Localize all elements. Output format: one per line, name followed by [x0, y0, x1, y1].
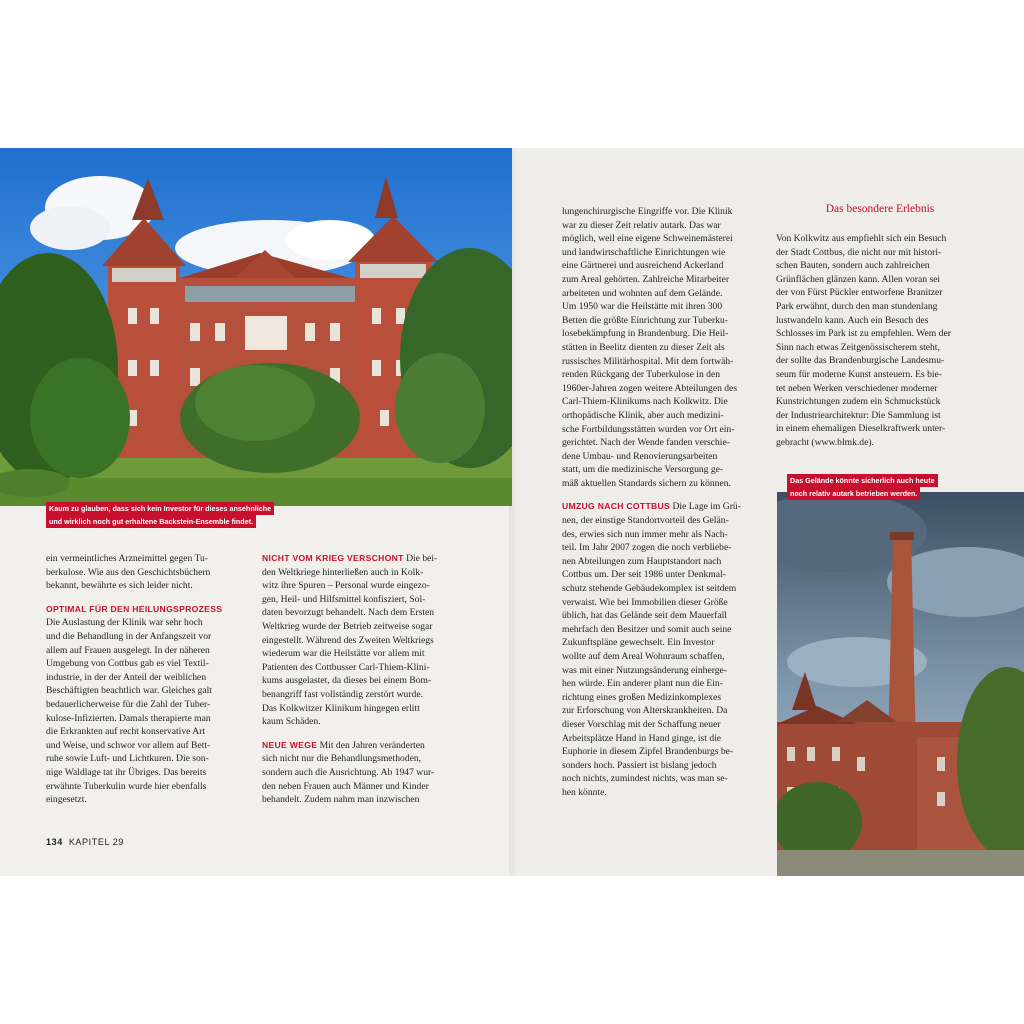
- text-line: Cottbus um. Der seit 1986 unter Denkmal-: [562, 569, 726, 581]
- text-line: russisches Militärhospital. Mit dem fortwäh-: [562, 355, 734, 367]
- text-line: und Weise, und schwor vor allem auf Bett-: [46, 739, 211, 751]
- text-line: tet neben Werken verschiedener moderner: [776, 382, 938, 394]
- text-line: des, erwies sich nun immer mehr als Nach-: [562, 528, 728, 540]
- text-line: Das Kolkwitzer Klinikum hingegen erlitt: [262, 702, 420, 714]
- text-line: Die Auslastung der Klinik war sehr hoch: [46, 617, 203, 629]
- text-line: der von Fürst Pückler entworfene Branitzer: [776, 287, 943, 299]
- section-heading: UMZUG NACH COTTBUS: [562, 501, 671, 512]
- text-line: Euphorie in diesem Zipfel Brandenburgs be-: [562, 746, 734, 758]
- section-heading: NEUE WEGE: [262, 739, 318, 750]
- text-line: gerichtet. Nach der Wende fanden verschie-: [562, 437, 730, 449]
- text-line: zum Areal gehörten. Zahlreiche Mitarbeiter: [562, 273, 730, 285]
- text-column-3: [562, 205, 741, 800]
- text-line: Weltkrieg wurde der Betrieb zeitweise sogar: [262, 620, 433, 632]
- text-line: bekannt, bewährte es sich leider nicht.: [46, 580, 193, 592]
- text-line: kums ausgelastet, da dieses bei einem Bom-: [262, 675, 432, 687]
- text-line: und die Behandlung in der Anfangszeit vor: [46, 630, 212, 642]
- text-line: schen Bauten, sondern auch zahlreichen: [776, 260, 930, 272]
- text-line: den Weltkriege hinterließen auch in Kolk-: [262, 566, 424, 578]
- text-line: benangriff fast vollständig zerstört wurde.: [262, 688, 424, 700]
- text-line: industrie, in der der Anteil der weiblichen: [46, 671, 207, 683]
- chimney-photo: [777, 492, 1024, 876]
- text-line: allem auf Frauen ausgelegt. In der näheren: [46, 644, 210, 656]
- text-line: sonders hoch. Passiert ist bislang jedoch: [562, 759, 717, 771]
- text-line: verwaist. Wie bei Immobilien dieser Größe: [562, 596, 728, 608]
- text-line: teil. Im Jahr 2007 zogen die noch verbliebe-: [562, 542, 732, 554]
- text-line: orthopädische Klinik, aber auch medizini-: [562, 409, 724, 421]
- text-line: mehrfach den Besitzer und somit auch seine: [562, 623, 732, 635]
- text-line: war zu dieser Zeit relativ autark. Das war: [562, 219, 721, 231]
- text-line: mäß aktuellen Standards sichern zu können.: [562, 477, 731, 489]
- text-line: wiederum war die Heilstätte vor allem mit: [262, 648, 425, 660]
- text-line: erwähnte Tuberkulin wurde hier ebenfalls: [46, 780, 207, 792]
- text-line: eingesetzt.: [46, 794, 87, 806]
- text-line: kaum Schäden.: [262, 716, 321, 728]
- text-line: hen könnte.: [562, 786, 607, 798]
- text-line: richtung eines großen Medizinkomplexes: [562, 691, 722, 703]
- text-line: lungenchirurgische Eingriffe vor. Die Klinik: [562, 206, 733, 217]
- text-line: in einem ehemaligen Dieselkraftwerk unter-: [776, 423, 946, 435]
- text-line: ruhe sowie Luft- und Lichtkuren. Die son-: [46, 753, 209, 765]
- text-line: und landwirtschaftliche Einrichtungen wie: [562, 246, 726, 258]
- text-line: sondern auch die Ausrichtung. Ab 1947 wur-: [262, 766, 435, 778]
- text-line: Umgebung von Cottbus gab es viel Textil-: [46, 658, 209, 670]
- text-column-1: [46, 552, 222, 807]
- text-line: nige Waldlage tat ihr Übriges. Das bereits: [46, 766, 207, 778]
- text-line: stätten in Beelitz dienten zu dieser Zeit als: [562, 341, 725, 353]
- text-line: möglich, weil eine eigene Schweinemästerei: [562, 233, 733, 245]
- text-line: nen Abteilungen zum Hauptstandort nach: [562, 555, 722, 567]
- text-line: Schlosses im Park ist zu empfehlen. Wem der: [776, 328, 951, 340]
- page-footer: [46, 837, 124, 847]
- text-line: Von Kolkwitz aus empfiehlt sich ein Besuch: [776, 233, 947, 244]
- text-line: wollte auf dem Areal Wohnraum schaffen,: [562, 651, 725, 662]
- text-line: sich nicht nur die Behandlungsmethoden,: [262, 753, 422, 765]
- text-line: arbeiteten und wohnten auf dem Gelände.: [562, 287, 723, 299]
- caption-line: und wirklich noch gut erhaltene Backstein-Ensemble findet.: [46, 515, 256, 528]
- text-line: Um 1950 war die Heilstätte mit ihren 300: [562, 301, 723, 313]
- text-line: Carl-Thiem-Klinikums nach Kolkwitz. Die: [562, 396, 728, 408]
- text-line: gebracht (www.blmk.de).: [776, 436, 874, 448]
- box-title: Das besondere Erlebnis: [825, 203, 935, 215]
- text-line: der Industriearchitektur: Die Sammlung ist: [776, 409, 941, 421]
- text-line: Grünflächen glänzen kann. Allen voran sei: [776, 273, 941, 285]
- text-line: der Stadt Cottbus, die nicht nur mit histori-: [776, 246, 942, 258]
- text-line: Arbeitsplätze Hand in Hand ginge, ist die: [562, 732, 722, 744]
- text-line: behandelt. Zudem nahm man inzwischen: [262, 794, 420, 806]
- left-photo-caption: [46, 502, 274, 528]
- text-column-2: [262, 552, 437, 807]
- text-line: Park erwähnt, durch den man stundenlang: [776, 300, 938, 312]
- text-line: Betten die größte Einrichtung zur Tuberku-: [562, 314, 728, 326]
- text-line: noch nichts, zumindest nichts, was man se-: [562, 773, 728, 785]
- right-photo-caption: [787, 474, 938, 500]
- text-line: losebekämpfung in Brandenburg. Die Heil-: [562, 328, 729, 340]
- text-line: kulose-Infizierten. Damals therapierte man: [46, 712, 211, 724]
- text-line: nen, der einstige Standortvorteil des Gelän-: [562, 515, 729, 527]
- text-line: hen würde. Ein anderer plant nun die Ein-: [562, 678, 723, 690]
- text-line: Kunstrichtungen zudem ein Schmuckstück: [776, 396, 941, 408]
- text-line: eingestellt. Während des Zweiten Weltkriegs: [262, 634, 434, 646]
- text-line: was mit einer Nutzungsänderung einherge-: [562, 664, 727, 676]
- text-line: dene Umbau- und Renovierungsarbeiten: [562, 450, 718, 462]
- section-heading: NICHT VOM KRIEG VERSCHONT: [262, 553, 404, 563]
- text-line: 1960er-Jahren zogen weitere Abteilungen des: [562, 382, 738, 394]
- text-line: seum für moderne Kunst ansteuern. Es bie-: [776, 368, 942, 380]
- hospital-photo: [0, 148, 512, 506]
- text-line: Beschäftigten beachtlich war. Gleiches galt: [46, 685, 212, 697]
- text-line: daten bevorzugt behandelt. Nach dem Ersten: [262, 607, 435, 619]
- text-line: ein vermeintliches Arzneimittel gegen Tu-: [46, 553, 208, 564]
- text-line: gen, Heil- und Hilfsmittel konfisziert, Sol-: [262, 593, 426, 605]
- text-run: Die Lage im Grü-: [670, 501, 741, 513]
- section-heading: OPTIMAL FÜR DEN HEILUNGSPROZESS: [46, 603, 223, 614]
- chapter-label: KAPITEL 29: [68, 837, 125, 847]
- text-line: der sollte das Brandenburgische Landesmu-: [776, 355, 945, 367]
- text-line: die Erkrankten auf recht konservative Art: [46, 726, 206, 738]
- text-run: Die bei-: [403, 553, 438, 564]
- page-number: 134: [46, 837, 63, 847]
- info-box-text: [776, 232, 951, 450]
- caption-line: noch relativ autark betrieben werden.: [787, 487, 920, 500]
- text-line: lustwandeln kann. Auch ein Besuch des: [776, 314, 929, 326]
- caption-line: Das Gelände könnte sicherlich auch heute: [787, 474, 938, 487]
- text-run: Mit den Jahren veränderten: [317, 739, 425, 751]
- text-line: schutz stehende Gebäudekomplex ist seitdem: [562, 583, 737, 595]
- text-line: statt, um die medizinische Versorgung ge-: [562, 464, 724, 476]
- text-line: zur Erforschung von Alterskrankheiten. Da: [562, 705, 728, 717]
- text-line: sche Fortbildungsstätten wurden vor Ort ein-: [562, 423, 735, 435]
- text-line: dieser Vorschlag mit der Schaffung neuer: [562, 718, 721, 730]
- text-line: üblich, hat das Gelände seit dem Mauerfall: [562, 610, 727, 622]
- text-line: bedauerlicherweise für die Zahl der Tuber-: [46, 698, 211, 710]
- text-line: berkulose. Wie aus den Geschichtsbüchern: [46, 566, 211, 578]
- text-line: Zukunftspläne gewechselt. Ein Investor: [562, 637, 715, 649]
- text-line: renden Rückgang der Tuberkulose in den: [562, 369, 721, 381]
- caption-line: Kaum zu glauben, dass sich kein Investor für dieses ansehnliche: [46, 502, 274, 515]
- text-line: Patienten des Cottbusser Carl-Thiem-Klini-: [262, 661, 430, 673]
- text-line: den neben Frauen auch Männer und Kinder: [262, 780, 429, 792]
- text-line: Sinn nach etwas Zeitgenössischerem steht,: [776, 341, 940, 353]
- text-line: eine Gärtnerei und ausreichend Ackerland: [562, 260, 724, 272]
- text-line: witz ihre Spuren – Personal wurde eingezo-: [262, 580, 430, 592]
